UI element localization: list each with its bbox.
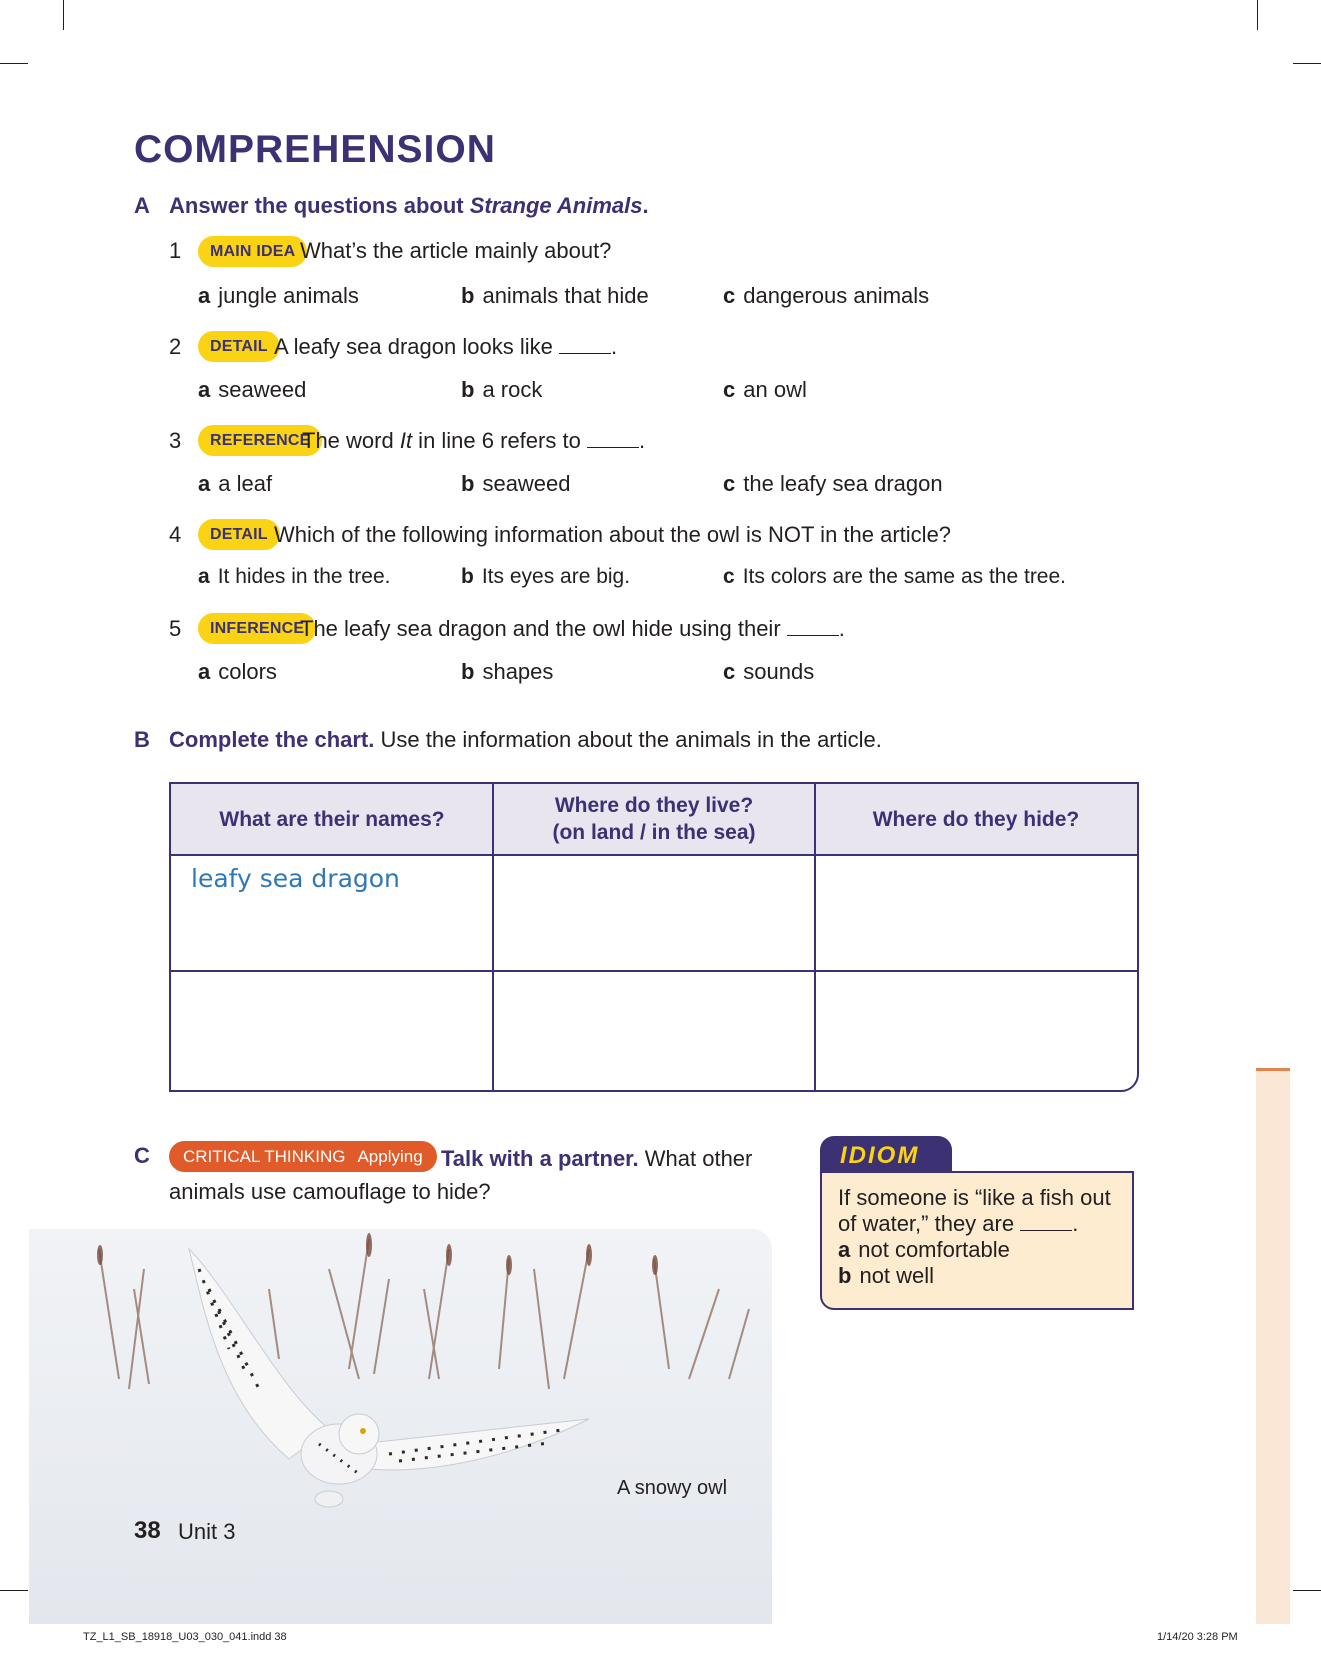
question-text: What’s the article mainly about? — [300, 238, 612, 263]
unit-label: Unit 3 — [178, 1519, 236, 1544]
idiom-text: If someone is “like a fish out of water,” they are . — [838, 1185, 1111, 1236]
question-text: A leafy sea dragon looks like . — [274, 334, 618, 359]
crop-mark — [1293, 63, 1321, 64]
question-number: 3 — [169, 428, 182, 453]
animal-chart — [169, 782, 1139, 1092]
option-c[interactable]: c the leafy sea dragon — [723, 471, 943, 496]
chart-cell[interactable] — [494, 856, 814, 970]
critical-thinking-tag: CRITICAL THINKING Applying — [169, 1141, 437, 1172]
question-number: 1 — [169, 238, 182, 263]
chart-cell[interactable] — [816, 972, 1136, 1088]
question-text: The leafy sea dragon and the owl hide using their . — [300, 616, 845, 641]
chart-cell[interactable] — [494, 972, 814, 1088]
option-c[interactable]: c an owl — [723, 377, 807, 402]
option-b[interactable]: b Its eyes are big. — [461, 565, 631, 588]
side-band-rule — [1256, 1068, 1290, 1071]
section-c-letter: C — [134, 1143, 150, 1168]
page-number: 38 — [134, 1517, 161, 1544]
question-text: Which of the following information about the owl is NOT in the article? — [274, 522, 952, 547]
example-answer: leafy sea dragon — [191, 864, 400, 893]
option-c[interactable]: c sounds — [723, 659, 815, 684]
snowy-owl-photo — [29, 1229, 772, 1624]
crop-mark — [1257, 0, 1258, 30]
question-text: The word It in line 6 refers to . — [302, 428, 646, 453]
option-b[interactable]: b not well — [838, 1263, 935, 1288]
tag-detail: DETAIL — [198, 519, 280, 550]
option-b[interactable]: b animals that hide — [461, 283, 649, 308]
section-a-instruction: Answer the questions about Strange Animals. — [169, 193, 649, 218]
chart-cell[interactable] — [171, 856, 491, 970]
side-color-band — [1256, 1068, 1290, 1624]
section-c-prompt: Talk with a partner. What other animals use camouflage to hide? — [169, 1146, 753, 1204]
option-c[interactable]: c Its colors are the same as the tree. — [723, 565, 1067, 588]
question-number: 5 — [169, 616, 182, 641]
answer-blank[interactable] — [559, 353, 611, 354]
question-number: 4 — [169, 522, 182, 547]
option-b[interactable]: b shapes — [461, 659, 554, 684]
crop-mark — [1293, 1590, 1321, 1591]
option-a[interactable]: a a leaf — [198, 471, 273, 496]
section-a-letter: A — [134, 193, 150, 218]
crop-mark — [63, 0, 64, 30]
idiom-label: IDIOM — [820, 1136, 952, 1173]
option-b[interactable]: b seaweed — [461, 471, 571, 496]
chart-cell[interactable] — [171, 972, 491, 1088]
option-b[interactable]: b a rock — [461, 377, 543, 402]
tag-inference: INFERENCE — [198, 613, 316, 644]
tag-main-idea: MAIN IDEA — [198, 236, 307, 267]
question-number: 2 — [169, 334, 182, 359]
print-slug-file: TZ_L1_SB_18918_U03_030_041.indd 38 — [83, 1631, 287, 1643]
crop-mark — [0, 63, 28, 64]
option-a[interactable]: a not comfortable — [838, 1237, 1010, 1262]
section-b-instruction: Complete the chart. Use the information about the animals in the article. — [169, 727, 882, 752]
option-c[interactable]: c dangerous animals — [723, 283, 930, 308]
option-a[interactable]: a colors — [198, 659, 277, 684]
print-slug-date: 1/14/20 3:28 PM — [1157, 1631, 1238, 1643]
column-header-hide: Where do they hide? — [872, 807, 1080, 831]
column-header-live: Where do they live? (on land / in the sea) — [552, 794, 756, 844]
answer-blank[interactable] — [587, 447, 639, 448]
option-a[interactable]: a jungle animals — [198, 283, 359, 308]
tag-reference: REFERENCE — [198, 425, 322, 456]
tag-detail: DETAIL — [198, 331, 280, 362]
section-b-letter: B — [134, 727, 150, 752]
chart-cell[interactable] — [816, 856, 1136, 970]
idiom-box — [820, 1171, 1134, 1310]
option-a[interactable]: a seaweed — [198, 377, 307, 402]
answer-blank[interactable] — [1020, 1230, 1072, 1231]
snowy-owl-illustration — [29, 1229, 772, 1624]
page-title: COMPREHENSION — [134, 128, 496, 171]
column-header-names: What are their names? — [219, 807, 445, 831]
photo-caption: A snowy owl — [617, 1477, 728, 1499]
answer-blank[interactable] — [787, 635, 839, 636]
option-a[interactable]: a It hides in the tree. — [198, 565, 391, 588]
crop-mark — [0, 1590, 28, 1591]
